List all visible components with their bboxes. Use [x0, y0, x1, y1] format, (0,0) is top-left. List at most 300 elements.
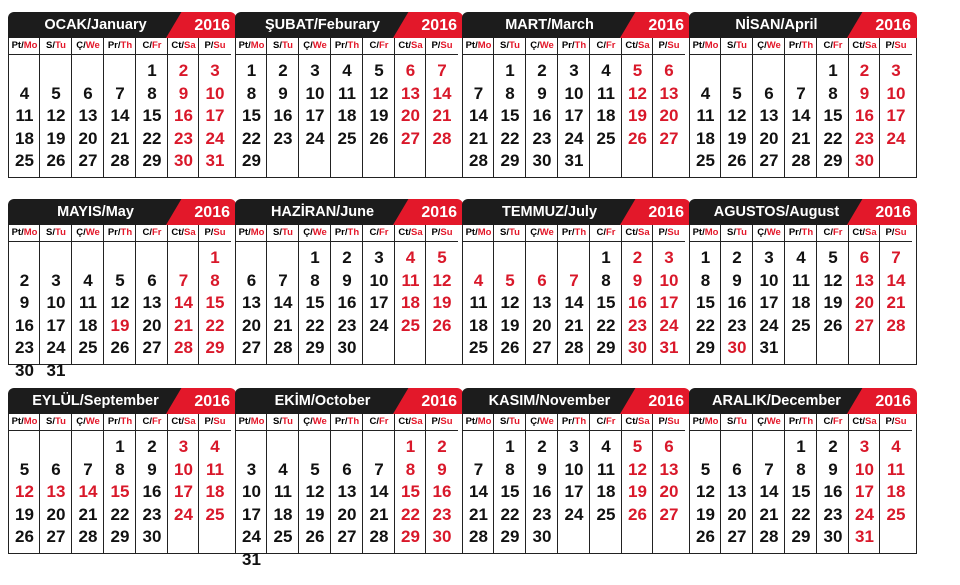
day-number: 8	[405, 459, 416, 479]
weekday-header	[9, 414, 40, 431]
day-number: 24	[305, 128, 325, 148]
weekday-en: Fr	[379, 227, 389, 238]
day-number: 29	[401, 527, 420, 546]
month-year: 2016	[421, 204, 457, 221]
day-number: 21	[564, 315, 584, 335]
weekday-tr: P/	[658, 416, 668, 427]
weekday-tr: S/	[727, 40, 737, 51]
weekday-en: Mo	[704, 227, 719, 238]
weekday-header	[267, 225, 299, 242]
weekday-header	[331, 225, 363, 242]
day-number: 29	[242, 151, 261, 170]
day-number: 7	[891, 248, 901, 267]
weekday-en: Sa	[184, 416, 196, 427]
weekday-en: Mo	[250, 40, 265, 51]
day-number: 5	[828, 248, 838, 267]
day-number: 31	[205, 151, 225, 170]
day-number: 13	[242, 293, 261, 312]
day-number: 23	[628, 315, 647, 335]
weekday-en: Th	[574, 227, 587, 238]
day-number: 26	[305, 527, 325, 546]
weekday-header	[690, 225, 721, 242]
weekday-tr: Ç/	[530, 40, 540, 51]
day-number: 15	[500, 106, 520, 125]
month-body	[8, 225, 236, 380]
month-body	[235, 414, 463, 569]
day-number: 21	[273, 315, 293, 335]
weekday-en: Sa	[184, 40, 196, 51]
day-number: 20	[337, 504, 357, 524]
weekday-header	[622, 225, 653, 242]
day-number: 10	[46, 293, 66, 312]
day-number: 7	[374, 459, 384, 479]
day-number: 24	[174, 504, 193, 524]
day-number: 6	[405, 61, 416, 80]
month-name: ŞUBAT/Feburary	[265, 17, 380, 33]
weekday-tr: C/	[596, 40, 606, 51]
day-number: 4	[342, 61, 352, 80]
day-number: 16	[142, 482, 162, 501]
day-number: 5	[732, 83, 742, 103]
weekday-header	[526, 38, 558, 55]
weekday-tr: Pt/	[11, 227, 24, 238]
month-block	[462, 12, 690, 179]
weekday-en: Th	[574, 40, 587, 51]
day-number: 3	[246, 459, 257, 479]
day-number: 12	[15, 482, 34, 501]
day-number: 14	[886, 270, 906, 290]
day-number: 2	[278, 61, 288, 80]
day-number: 2	[19, 270, 30, 290]
weekday-header	[395, 414, 426, 431]
day-number: 16	[727, 293, 747, 312]
weekday-tr: Ct/	[398, 40, 412, 51]
weekday-header	[753, 38, 785, 55]
day-number: 17	[369, 293, 389, 312]
day-number: 13	[855, 270, 874, 290]
day-number: 1	[115, 437, 125, 456]
weekday-tr: C/	[142, 416, 152, 427]
day-number: 28	[432, 128, 452, 148]
day-number: 4	[796, 248, 806, 267]
weekday-header	[299, 225, 331, 242]
weekday-header	[653, 414, 685, 431]
day-number: 17	[659, 293, 679, 312]
day-number: 18	[886, 482, 906, 501]
weekday-tr: S/	[273, 416, 283, 427]
weekday-en: Su	[440, 227, 453, 238]
day-number: 21	[369, 504, 389, 524]
weekday-header	[363, 225, 395, 242]
day-number: 12	[727, 106, 747, 125]
day-number: 17	[886, 106, 906, 125]
weekday-en: Mo	[477, 227, 492, 238]
weekday-en: Sa	[411, 416, 423, 427]
weekday-header	[526, 225, 558, 242]
month-block	[689, 12, 917, 179]
weekday-en: Fr	[379, 416, 389, 427]
month-block	[462, 388, 690, 555]
day-number: 25	[596, 128, 616, 148]
weekday-en: Sa	[638, 416, 650, 427]
day-number: 4	[83, 270, 93, 290]
weekday-header	[331, 414, 363, 431]
day-number: 20	[401, 106, 420, 125]
day-number: 2	[537, 61, 547, 80]
day-number: 27	[337, 527, 357, 546]
month-name: KASIM/November	[488, 393, 611, 409]
day-number: 12	[823, 270, 843, 290]
weekday-header	[426, 225, 458, 242]
weekday-tr: S/	[46, 227, 56, 238]
day-number: 26	[432, 315, 452, 335]
day-number: 10	[369, 270, 389, 290]
day-number: 19	[15, 504, 34, 524]
weekday-tr: Ç/	[530, 416, 540, 427]
weekday-header	[463, 225, 494, 242]
day-number: 15	[205, 293, 225, 312]
day-number: 20	[142, 315, 162, 335]
day-number: 10	[174, 459, 193, 479]
day-number: 25	[596, 504, 616, 524]
day-number: 14	[78, 482, 98, 501]
day-number: 2	[828, 437, 838, 456]
day-number: 17	[759, 293, 779, 312]
weekday-tr: C/	[823, 40, 833, 51]
month-year: 2016	[194, 17, 230, 34]
month-header	[235, 12, 463, 38]
day-number: 16	[823, 482, 843, 501]
day-number: 9	[342, 270, 352, 290]
day-number: 20	[78, 128, 98, 148]
day-number: 4	[405, 248, 416, 267]
day-number: 20	[659, 106, 679, 125]
day-number: 3	[178, 437, 189, 456]
month-header	[235, 388, 463, 414]
day-number: 6	[83, 83, 93, 103]
day-number: 16	[628, 293, 647, 312]
day-number: 30	[855, 151, 874, 170]
month-name: EYLÜL/September	[32, 393, 159, 409]
day-number: 14	[369, 482, 389, 501]
weekday-en: We	[766, 416, 781, 427]
weekday-en: Fr	[833, 40, 843, 51]
day-number: 13	[532, 293, 552, 312]
weekday-tr: Ct/	[625, 40, 639, 51]
day-number: 11	[887, 459, 905, 479]
day-number: 12	[500, 293, 520, 312]
day-number: 24	[242, 527, 261, 546]
weekday-tr: C/	[596, 227, 606, 238]
day-number: 12	[696, 482, 715, 501]
day-number: 7	[178, 270, 189, 290]
day-number: 16	[532, 106, 552, 125]
day-number: 28	[886, 315, 906, 335]
weekday-tr: Ç/	[757, 416, 767, 427]
day-number: 23	[174, 128, 193, 148]
day-number: 8	[505, 459, 515, 479]
day-number: 25	[886, 504, 906, 524]
weekday-tr: Ç/	[76, 416, 86, 427]
day-number: 27	[142, 338, 162, 357]
weekday-tr: Ct/	[852, 416, 866, 427]
day-number: 9	[537, 459, 547, 479]
day-number: 16	[855, 106, 874, 125]
weekday-header	[817, 38, 849, 55]
weekday-tr: Ct/	[625, 227, 639, 238]
day-number: 3	[891, 61, 901, 80]
day-number: 22	[500, 504, 520, 524]
weekday-en: Tu	[736, 40, 747, 51]
day-number: 4	[210, 437, 220, 456]
weekday-header	[721, 414, 753, 431]
day-number: 2	[537, 437, 547, 456]
day-number: 7	[437, 61, 447, 80]
weekday-tr: Pt/	[692, 416, 705, 427]
weekday-tr: Ct/	[398, 416, 412, 427]
weekday-header	[880, 225, 912, 242]
day-number: 19	[500, 315, 520, 335]
month-block	[689, 388, 917, 555]
day-number: 18	[469, 315, 488, 335]
month-block	[235, 12, 463, 179]
day-number: 20	[855, 293, 874, 312]
day-number: 21	[886, 293, 906, 312]
day-number: 28	[78, 527, 98, 546]
weekday-en: Mo	[23, 227, 38, 238]
day-number: 11	[15, 106, 34, 125]
month-year: 2016	[648, 393, 684, 410]
day-number: 12	[110, 293, 130, 312]
day-number: 14	[174, 293, 193, 312]
day-number: 28	[469, 151, 488, 170]
weekday-header	[267, 38, 299, 55]
day-number: 15	[823, 106, 843, 125]
day-number: 25	[401, 315, 420, 335]
month-header	[689, 199, 917, 225]
month-name: HAZİRAN/June	[270, 204, 375, 220]
weekday-tr: S/	[500, 416, 510, 427]
month-year: 2016	[648, 17, 684, 34]
day-number: 30	[15, 360, 34, 380]
weekday-tr: P/	[431, 416, 441, 427]
weekday-header	[817, 414, 849, 431]
month-year: 2016	[194, 204, 230, 221]
day-number: 12	[628, 459, 647, 479]
weekday-tr: Pr/	[107, 40, 121, 51]
day-number: 17	[564, 106, 584, 125]
weekday-en: Mo	[477, 40, 492, 51]
day-number: 14	[564, 293, 584, 312]
weekday-en: We	[312, 416, 327, 427]
weekday-tr: Pt/	[238, 227, 251, 238]
weekday-tr: Ç/	[76, 227, 86, 238]
day-number: 19	[369, 106, 389, 125]
day-number: 30	[142, 527, 162, 546]
day-number: 6	[664, 61, 674, 80]
day-number: 28	[564, 338, 584, 357]
weekday-header	[426, 38, 458, 55]
weekday-en: Th	[347, 40, 360, 51]
month-body	[462, 38, 690, 178]
day-number: 18	[401, 293, 420, 312]
weekday-en: Mo	[704, 416, 719, 427]
day-number: 7	[796, 83, 806, 103]
month-name: OCAK/January	[44, 17, 147, 33]
day-number: 20	[659, 482, 679, 501]
weekday-header	[236, 414, 267, 431]
month-body	[235, 225, 463, 365]
day-number: 15	[500, 482, 520, 501]
weekday-header	[753, 414, 785, 431]
day-number: 30	[174, 151, 193, 170]
day-number: 5	[437, 248, 447, 267]
weekday-header	[104, 225, 136, 242]
day-number: 26	[823, 315, 843, 335]
day-number: 2	[178, 61, 189, 80]
day-number: 2	[732, 248, 742, 267]
day-number: 6	[764, 83, 774, 103]
weekday-header	[690, 38, 721, 55]
weekday-header	[622, 38, 653, 55]
day-number: 20	[759, 128, 779, 148]
day-number: 21	[791, 128, 811, 148]
weekday-tr: P/	[204, 227, 214, 238]
month-name: ARALIK/December	[712, 393, 841, 409]
day-number: 15	[305, 293, 325, 312]
day-number: 30	[432, 527, 452, 546]
day-number: 27	[401, 128, 420, 148]
day-number: 9	[537, 83, 547, 103]
weekday-en: Th	[801, 416, 814, 427]
weekday-header	[236, 38, 267, 55]
weekday-header	[653, 225, 685, 242]
weekday-tr: Pt/	[692, 227, 705, 238]
weekday-header	[558, 414, 590, 431]
month-year: 2016	[875, 204, 911, 221]
day-number: 24	[46, 338, 66, 357]
weekday-en: Fr	[152, 416, 162, 427]
day-number: 17	[855, 482, 874, 501]
month-name: AGUSTOS/August	[713, 204, 840, 220]
month-body	[462, 225, 690, 365]
day-number: 29	[823, 151, 843, 170]
day-number: 5	[51, 83, 61, 103]
weekday-header	[9, 38, 40, 55]
weekday-header	[721, 38, 753, 55]
weekday-header	[72, 414, 104, 431]
month-year: 2016	[875, 17, 911, 34]
day-number: 18	[596, 482, 616, 501]
weekday-header	[136, 225, 168, 242]
day-number: 3	[310, 61, 320, 80]
day-number: 21	[174, 315, 193, 335]
weekday-en: Sa	[865, 40, 877, 51]
weekday-header	[880, 38, 912, 55]
day-number: 17	[46, 315, 66, 335]
weekday-en: Mo	[250, 227, 265, 238]
day-number: 27	[242, 338, 261, 357]
weekday-tr: Ç/	[76, 40, 86, 51]
weekday-header	[40, 225, 72, 242]
weekday-en: Th	[120, 40, 133, 51]
day-number: 9	[859, 83, 870, 103]
day-number: 21	[432, 106, 452, 125]
weekday-header	[653, 38, 685, 55]
weekday-tr: Pr/	[561, 227, 575, 238]
day-number: 6	[147, 270, 157, 290]
day-number: 2	[342, 248, 352, 267]
day-number: 24	[564, 128, 584, 148]
weekday-en: Fr	[379, 40, 389, 51]
weekday-header	[168, 38, 199, 55]
day-number: 7	[764, 459, 774, 479]
weekday-tr: C/	[596, 416, 606, 427]
weekday-tr: Ç/	[757, 227, 767, 238]
month-body	[689, 225, 917, 365]
day-number: 15	[142, 106, 162, 125]
weekday-tr: Pt/	[465, 40, 478, 51]
month-name: EKİM/October	[274, 393, 371, 409]
weekday-tr: Pr/	[561, 416, 575, 427]
weekday-en: Sa	[638, 40, 650, 51]
day-number: 6	[246, 270, 257, 290]
day-number: 19	[696, 504, 715, 524]
weekday-en: Mo	[23, 40, 38, 51]
day-number: 24	[205, 128, 225, 148]
weekday-tr: Pt/	[11, 40, 24, 51]
day-number: 30	[823, 527, 843, 546]
day-number: 11	[274, 482, 292, 501]
day-number: 23	[532, 504, 552, 524]
weekday-en: Su	[440, 40, 453, 51]
day-number: 1	[147, 61, 157, 80]
day-number: 26	[15, 527, 34, 546]
day-number: 1	[246, 61, 257, 80]
weekday-header	[9, 225, 40, 242]
weekday-tr: Pt/	[692, 40, 705, 51]
weekday-header	[136, 414, 168, 431]
weekday-tr: Pr/	[334, 227, 348, 238]
weekday-en: We	[766, 40, 781, 51]
day-number: 22	[791, 504, 811, 524]
day-number: 22	[142, 128, 162, 148]
day-number: 23	[15, 338, 34, 357]
day-number: 2	[437, 437, 447, 456]
day-number: 11	[597, 459, 615, 479]
month-body	[689, 38, 917, 178]
weekday-tr: Ct/	[171, 416, 185, 427]
month-year: 2016	[875, 393, 911, 410]
day-number: 5	[632, 437, 643, 456]
day-number: 21	[759, 504, 779, 524]
weekday-en: We	[85, 227, 100, 238]
weekday-tr: P/	[431, 40, 441, 51]
day-number: 7	[473, 459, 484, 479]
weekday-tr: Pt/	[465, 227, 478, 238]
day-number: 31	[759, 338, 779, 357]
day-number: 17	[174, 482, 193, 501]
weekday-header	[590, 38, 622, 55]
day-number: 1	[505, 61, 515, 80]
day-number: 6	[537, 270, 547, 290]
day-number: 8	[796, 459, 806, 479]
day-number: 8	[828, 83, 838, 103]
weekday-header	[558, 38, 590, 55]
weekday-tr: Ct/	[852, 40, 866, 51]
day-number: 10	[564, 459, 584, 479]
weekday-tr: Ct/	[852, 227, 866, 238]
